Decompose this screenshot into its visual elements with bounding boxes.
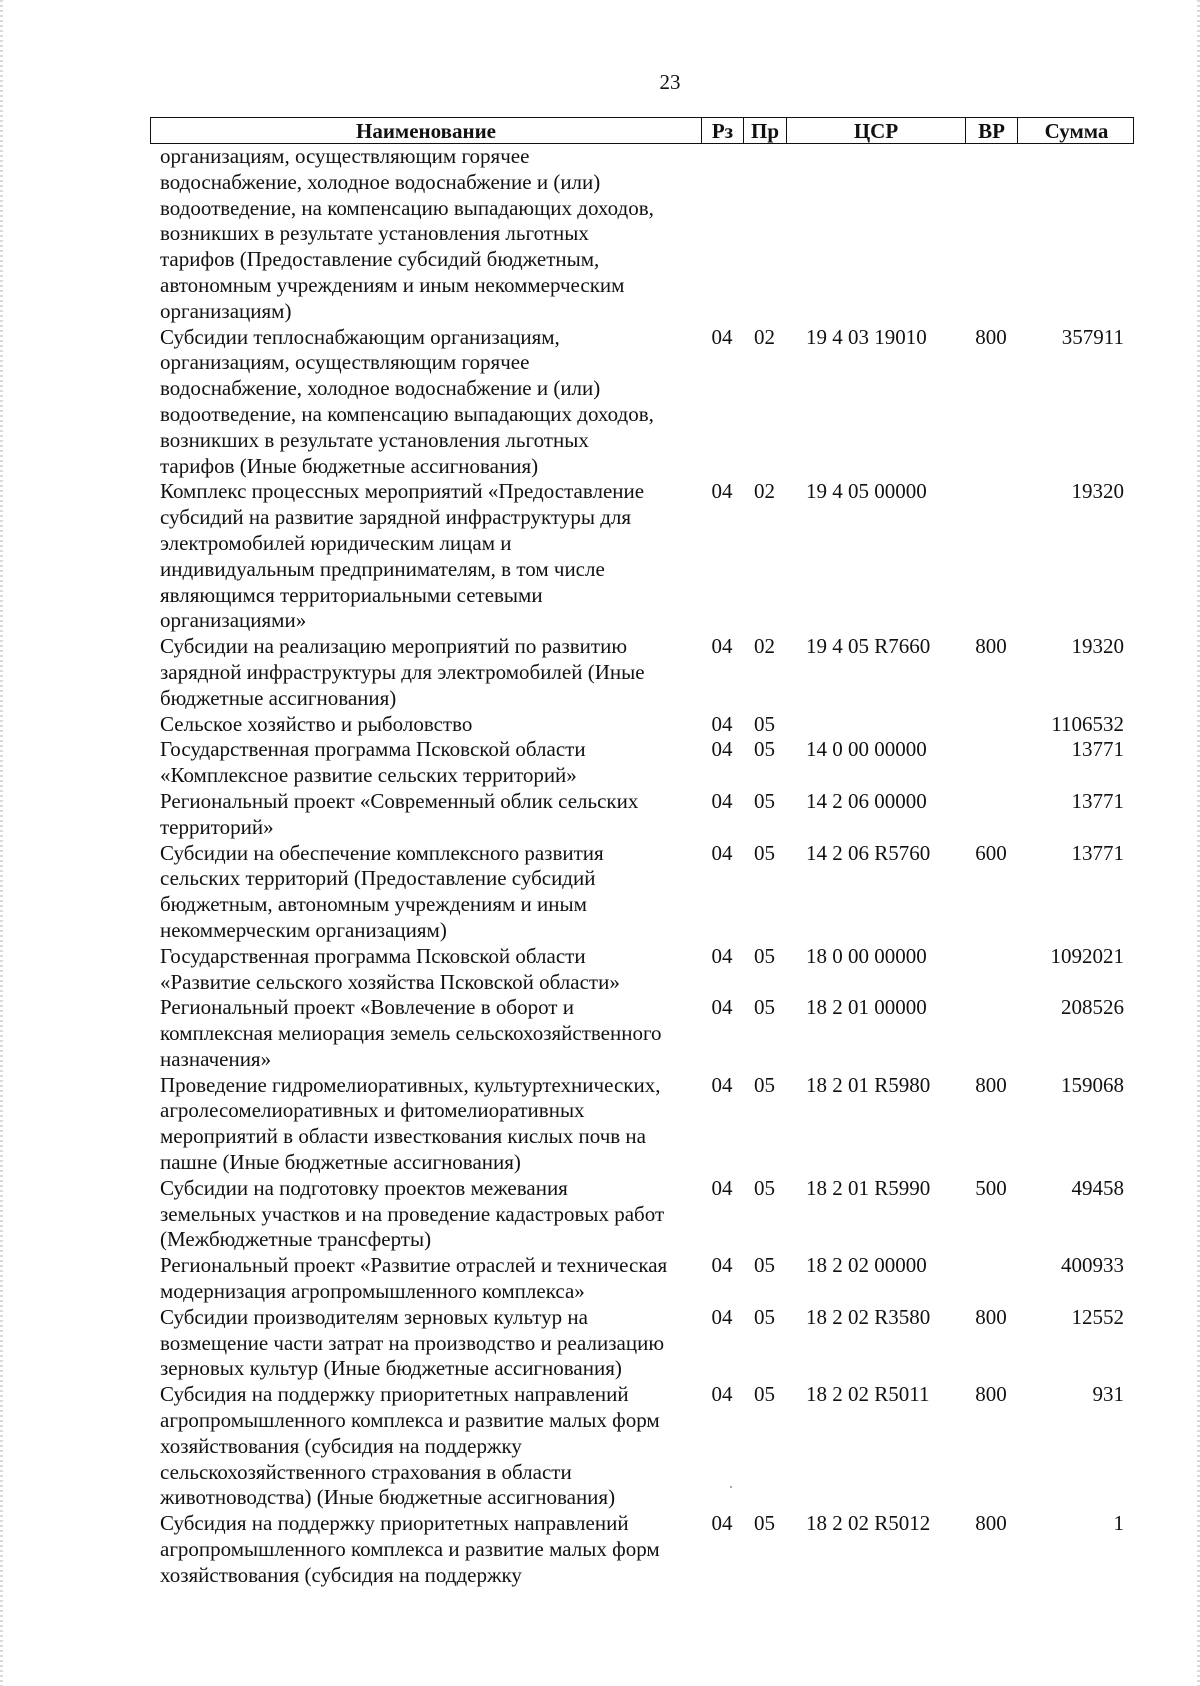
cell-csr: 14 2 06 00000 (806, 788, 927, 813)
cell-pr: 05 (754, 1304, 775, 1329)
table-row (150, 1176, 1134, 1253)
cell-name: Государственная программа Псковской области «Комплексное развитие сельских территорий» (160, 737, 586, 788)
cell-pr: 05 (754, 840, 775, 865)
header-name: Наименование (151, 118, 702, 144)
cell-name: Комплекс процессных мероприятий «Предоставление субсидий на развитие зарядной инфраструктуры для электромобилей юридическим лицам и индивидуальным предпринимателям, в том числе являющимся территориальными сетевыми организациями» (160, 479, 645, 633)
cell-vr: 800 (975, 324, 1007, 349)
table-row (150, 789, 1134, 841)
cell-csr: 18 2 01 00000 (806, 995, 927, 1020)
cell-csr: 18 2 01 R5980 (806, 1072, 931, 1097)
cell-pr: 05 (754, 1382, 775, 1407)
cell-sum: 13771 (1071, 788, 1124, 813)
cell-csr: 19 4 05 R7660 (806, 634, 931, 659)
table-row (150, 1511, 1134, 1588)
cell-name: Региональный проект «Развитие отраслей и техническая модернизация агропромышленного комплекса» (160, 1253, 668, 1304)
cell-sum: 159068 (1061, 1072, 1124, 1097)
cell-vr: 800 (975, 1382, 1007, 1407)
cell-vr: 800 (975, 1511, 1007, 1536)
cell-name: Проведение гидромелиоративных, культуртехнических, агролесомелиоративных и фитомелиоративных мероприятий в области известкования кислых почв на пашне (Иные бюджетные ассигнования) (160, 1072, 661, 1175)
table-row (150, 995, 1134, 1072)
header-csr: ЦСР (787, 118, 966, 144)
cell-sum: 1092021 (1050, 943, 1124, 968)
cell-vr: 600 (975, 840, 1007, 865)
cell-sum: 931 (1092, 1382, 1124, 1407)
table-row (150, 634, 1134, 711)
cell-pr: 02 (754, 479, 775, 504)
budget-table (150, 117, 1134, 1589)
cell-name: организациям, осуществляющим горячее водоснабжение, холодное водоснабжение и (или) водоотведение, на компенсацию выпадающих доходов, возникших в результате установления льготных тарифов (Предоставление субсидий бюджетным, автономным учреждениям и иным некоммерческим организациям) (160, 144, 654, 323)
cell-vr: 800 (975, 1072, 1007, 1097)
cell-vr (965, 995, 1017, 1072)
cell-rz: 04 (711, 1072, 733, 1097)
cell-vr (965, 944, 1017, 996)
cell-sum: 12552 (1071, 1304, 1124, 1329)
cell-sum: 1 (1113, 1511, 1124, 1536)
page-number: 23 (659, 70, 681, 94)
cell-pr: 05 (754, 711, 775, 736)
cell-csr: 18 2 01 R5990 (806, 1175, 931, 1200)
cell-name: Субсидии на обеспечение комплексного развития сельских территорий (Предоставление субсидий бюджетным, автономным учреждениям и иным некоммерческим организациям) (160, 840, 604, 942)
cell-vr (965, 712, 1017, 738)
cell-pr: 05 (754, 943, 775, 968)
cell-sum: 357911 (1061, 324, 1124, 349)
cell-pr: 02 (754, 634, 775, 659)
header-pr: Пр (744, 118, 787, 144)
cell-csr: 19 4 05 00000 (806, 479, 927, 504)
cell-rz: 04 (711, 711, 733, 736)
cell-csr: 18 0 00 00000 (806, 943, 927, 968)
cell-vr (965, 789, 1017, 841)
cell-pr: 05 (754, 788, 775, 813)
cell-rz: 04 (711, 1304, 733, 1329)
cell-name: Сельское хозяйство и рыболовство (160, 711, 473, 736)
cell-vr: 800 (975, 1304, 1007, 1329)
cell-csr: 18 2 02 R5011 (806, 1382, 930, 1407)
table-row (150, 737, 1134, 789)
cell-name: Субсидии производителям зерновых культур на возмещение части затрат на производство и реализацию зерновых культур (Иные бюджетные ассигнования) (160, 1304, 665, 1381)
cell-rz: 04 (711, 840, 733, 865)
cell-rz: 04 (711, 943, 733, 968)
cell-sum: 400933 (1061, 1253, 1124, 1278)
cell-csr: 19 4 03 19010 (806, 324, 927, 349)
header-rz: Рз (702, 118, 744, 144)
cell-rz: 04 (711, 634, 733, 659)
cell-name: Субсидии на подготовку проектов межевания земельных участков и на проведение кадастровых работ (Межбюджетные трансферты) (160, 1175, 665, 1252)
cell-name: Государственная программа Псковской области «Развитие сельского хозяйства Псковской области» (160, 943, 620, 994)
cell-pr: 05 (754, 1511, 775, 1536)
cell-csr (786, 144, 965, 325)
cell-rz: 04 (711, 995, 733, 1020)
cell-csr: 18 2 02 R3580 (806, 1304, 931, 1329)
cell-sum: 49458 (1071, 1175, 1124, 1200)
cell-csr: 14 0 00 00000 (806, 737, 927, 762)
header-vr: ВР (966, 118, 1018, 144)
cell-csr: 18 2 02 00000 (806, 1253, 927, 1278)
cell-vr (965, 1253, 1017, 1305)
cell-rz: 04 (711, 324, 733, 349)
cell-pr: 05 (754, 737, 775, 762)
cell-rz: 04 (711, 1175, 733, 1200)
table-row (150, 841, 1134, 944)
table-header (150, 117, 1134, 144)
table-body (150, 144, 1134, 1589)
cell-rz: 04 (711, 1511, 733, 1536)
table-row (150, 1305, 1134, 1382)
table-row (150, 479, 1134, 634)
cell-pr: 05 (754, 1253, 775, 1278)
cell-vr (965, 737, 1017, 789)
table-row (150, 944, 1134, 996)
cell-rz: 04 (711, 479, 733, 504)
cell-name: Субсидия на поддержку приоритетных направлений агропромышленного комплекса и развитие малых форм хозяйствования (субсидия на поддержку сельскохозяйственного страхования в области животноводства) (Иные бюджетные ассигнования) (160, 1382, 660, 1510)
cell-sum: 13771 (1071, 840, 1124, 865)
cell-pr: 05 (754, 995, 775, 1020)
cell-sum: 19320 (1071, 634, 1124, 659)
cell-pr (743, 144, 786, 325)
cell-vr: 800 (975, 634, 1007, 659)
cell-rz (701, 144, 743, 325)
cell-name: Субсидии теплоснабжающим организациям, организациям, осуществляющим горячее водоснабжение, холодное водоснабжение и (или) водоотведение, на компенсацию выпадающих доходов, возникших в результате установления льготных тарифов (Иные бюджетные ассигнования) (160, 324, 654, 478)
cell-rz: 04 (711, 788, 733, 813)
header-sum: Сумма (1044, 119, 1109, 143)
cell-vr: 500 (975, 1175, 1007, 1200)
cell-sum: 208526 (1061, 995, 1124, 1020)
cell-rz: 04 (711, 737, 733, 762)
table-row (150, 1073, 1134, 1176)
scan-edge-left (0, 0, 3, 1686)
cell-sum: 13771 (1071, 737, 1124, 762)
cell-name: Региональный проект «Современный облик сельских территорий» (160, 788, 639, 839)
table-row (150, 712, 1134, 738)
table-row (150, 1253, 1134, 1305)
cell-name: Субсидии на реализацию мероприятий по развитию зарядной инфраструктуры для электромобилей (Иные бюджетные ассигнования) (160, 634, 645, 710)
cell-pr: 05 (754, 1175, 775, 1200)
cell-vr (965, 479, 1017, 634)
cell-rz: 04 (711, 1253, 733, 1278)
cell-name: Субсидия на поддержку приоритетных направлений агропромышленного комплекса и развитие малых форм хозяйствования (субсидия на поддержку (160, 1511, 660, 1587)
cell-csr (786, 712, 965, 738)
cell-csr: 18 2 02 R5012 (806, 1511, 931, 1536)
cell-csr: 14 2 06 R5760 (806, 840, 931, 865)
table-row (150, 325, 1134, 480)
cell-name: Региональный проект «Вовлечение в оборот и комплексная мелиорация земель сельскохозяйственного назначения» (160, 995, 662, 1071)
cell-sum: 19320 (1071, 479, 1124, 504)
cell-sum: 1106532 (1051, 711, 1124, 736)
cell-sum (1017, 144, 1134, 325)
scan-speck (730, 1486, 732, 1488)
table-row (150, 1382, 1134, 1511)
cell-pr: 02 (754, 324, 775, 349)
cell-pr: 05 (754, 1072, 775, 1097)
table-row (150, 144, 1134, 325)
cell-rz: 04 (711, 1382, 733, 1407)
cell-vr (965, 144, 1017, 325)
